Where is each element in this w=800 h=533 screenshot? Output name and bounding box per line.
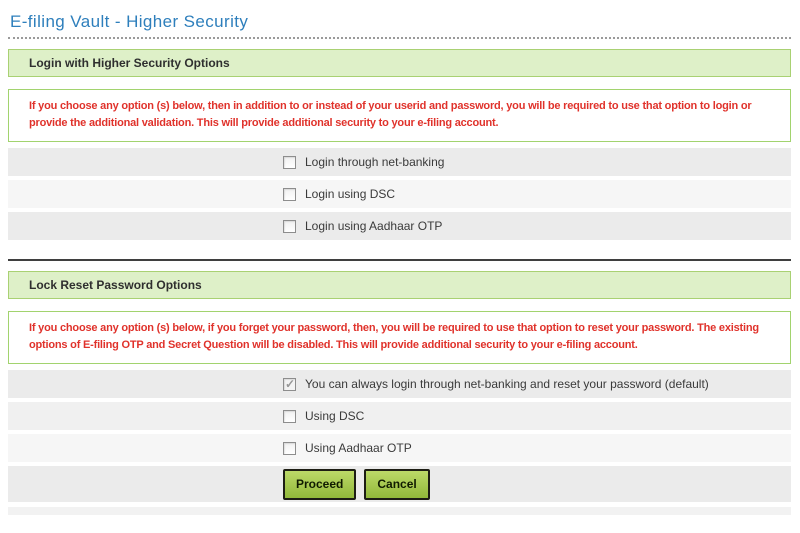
option-row-reset-dsc	[8, 402, 791, 430]
bottom-strip	[8, 507, 791, 515]
section-header-lock-reset	[8, 271, 791, 299]
action-button-row	[8, 466, 791, 502]
login-net-banking-label: Login through net-banking	[305, 155, 445, 169]
lock-reset-password-section	[8, 271, 791, 462]
option-row-login-dsc	[8, 180, 791, 208]
section-header-login-label: Login with Higher Security Options	[29, 56, 230, 70]
cancel-button[interactable]: Cancel	[364, 469, 429, 500]
login-option-rows	[8, 148, 791, 240]
login-net-banking-checkbox[interactable]	[283, 156, 296, 169]
login-security-section	[8, 49, 791, 240]
login-dsc-checkbox[interactable]	[283, 188, 296, 201]
login-aadhaar-otp-label: Login using Aadhaar OTP	[305, 219, 443, 233]
section-header-login	[8, 49, 791, 77]
option-row-reset-aadhaar-otp	[8, 434, 791, 462]
option-row-login-net-banking	[8, 148, 791, 176]
login-security-notice: If you choose any option (s) below, then in addition to or instead of your userid and password, you will be required to use that option to login or provide the additional validation. This will provide additional security to your e-filing account.	[8, 89, 791, 142]
section-divider	[8, 259, 791, 261]
option-row-reset-net-banking-default	[8, 370, 791, 398]
reset-net-banking-default-checkbox	[283, 378, 296, 391]
proceed-button[interactable]: Proceed	[283, 469, 356, 500]
section-header-lock-reset-label: Lock Reset Password Options	[29, 278, 202, 292]
reset-option-rows	[8, 370, 791, 462]
reset-aadhaar-otp-label: Using Aadhaar OTP	[305, 441, 412, 455]
login-dsc-label: Login using DSC	[305, 187, 396, 201]
login-aadhaar-otp-checkbox[interactable]	[283, 220, 296, 233]
title-dotted-divider	[8, 37, 791, 39]
reset-aadhaar-otp-checkbox[interactable]	[283, 442, 296, 455]
reset-dsc-checkbox[interactable]	[283, 410, 296, 423]
reset-net-banking-default-label: You can always login through net-banking and reset your password (default)	[305, 377, 709, 391]
reset-dsc-label: Using DSC	[305, 409, 365, 423]
lock-reset-notice: If you choose any option (s) below, if you forget your password, then, you will be required to use that option to reset your password. The existing options of E-filing OTP and Secret Question will be disabled. This will provide additional security to your e-filing account.	[8, 311, 791, 364]
option-row-login-aadhaar-otp	[8, 212, 791, 240]
page-title: E-filing Vault - Higher Security	[10, 12, 249, 31]
